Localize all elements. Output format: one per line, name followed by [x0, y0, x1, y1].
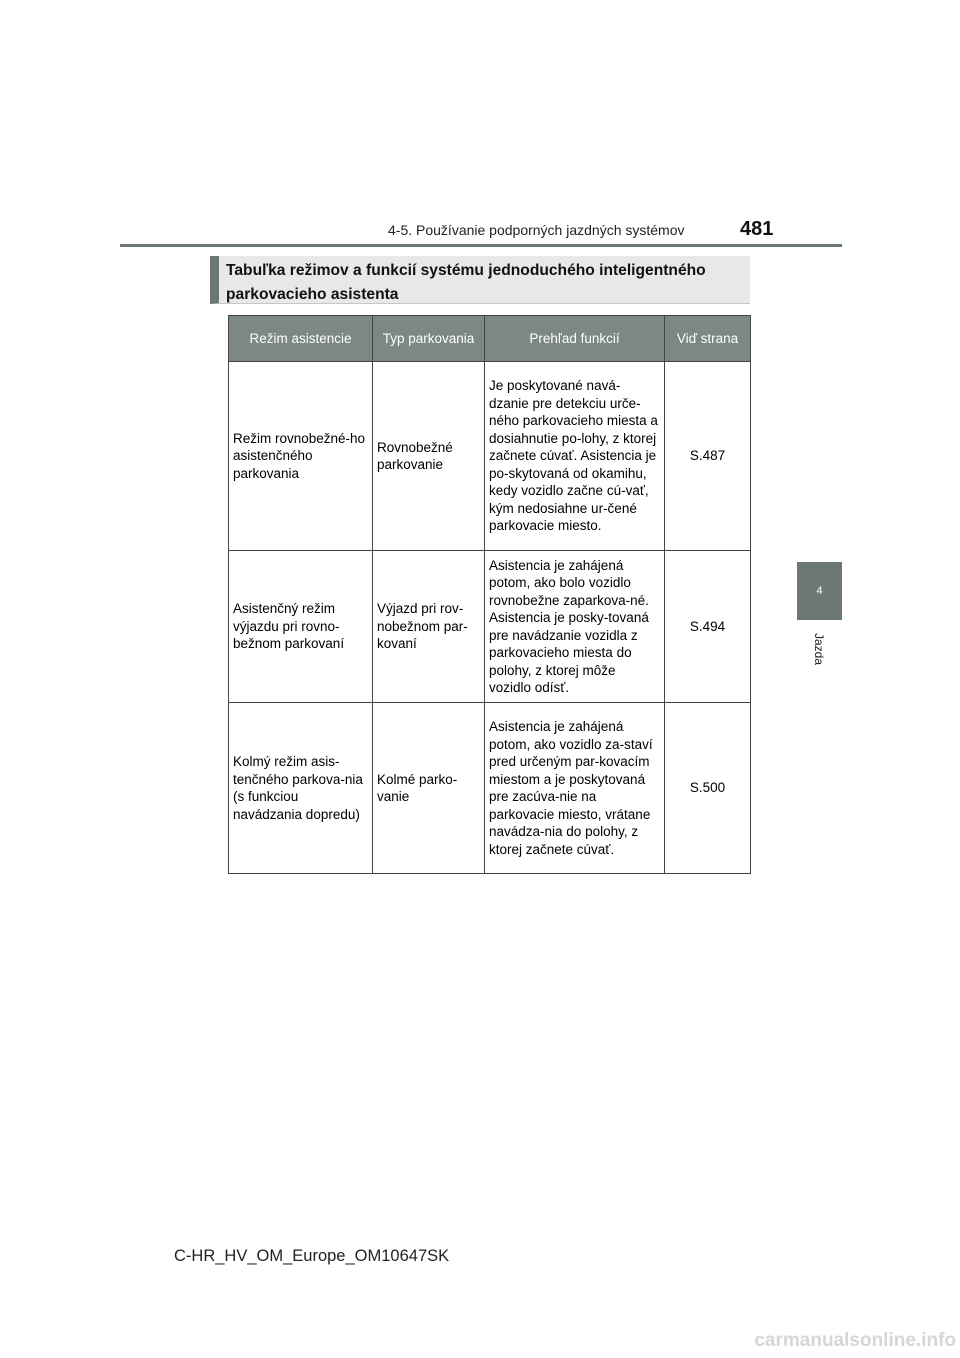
cell-mode: Asistenčný režim výjazdu pri rovno-bežnom parkovaní: [229, 551, 373, 703]
cell-mode: Kolmý režim asis-tenčného parkova-nia (s funkciou navádzania dopredu): [229, 703, 373, 874]
chapter-tab: [797, 562, 842, 620]
table-title: Tabuľka režimov a funkcií systému jednoduchého inteligentného parkovacieho asistenta: [210, 256, 750, 304]
page-number: 481: [740, 218, 774, 240]
chapter-label: Jazda: [812, 632, 827, 666]
cell-overview: Asistencia je zahájená potom, ako bolo vozidlo rovnobežne zaparkova-né. Asistencia je posky-tovaná pre navádzanie vozidla z parkovacieho miesta do polohy, z ktorej môže vozidlo odísť.: [485, 551, 665, 703]
cell-ref: S.500: [665, 703, 751, 874]
cell-type: Výjazd pri rov-nobežnom par-kovaní: [373, 551, 485, 703]
header-ref: Viď strana: [665, 316, 751, 362]
table-row: [229, 703, 751, 874]
table-row: [229, 362, 751, 551]
document-code: C-HR_HV_OM_Europe_OM10647SK: [174, 1247, 450, 1265]
cell-ref: S.487: [665, 362, 751, 551]
table-row: [229, 551, 751, 703]
chapter-number: 4: [816, 585, 823, 597]
watermark: carmanualsonline.info: [754, 1330, 956, 1351]
section-title: 4-5. Používanie podporných jazdných systémov: [388, 222, 685, 238]
cell-ref: S.494: [665, 551, 751, 703]
chapter-label-container: [797, 624, 842, 674]
header-divider: [120, 244, 842, 247]
cell-mode: Režim rovnobežné-ho asistenčného parkovania: [229, 362, 373, 551]
header-overview: Prehľad funkcií: [485, 316, 665, 362]
cell-overview: Je poskytované navá-dzanie pre detekciu urče-ného parkovacieho miesta a dosiahnutie po-lohy, z ktorej začnete cúvať. Asistencia je po-skytovaná od okamihu, kedy vozidlo začne cú-vať, kým nedosiahne ur-čené parkovacie miesto.: [485, 362, 665, 551]
table-header-row: [229, 316, 751, 362]
header-type: Typ parkovania: [373, 316, 485, 362]
cell-overview: Asistencia je zahájená potom, ako vozidlo za-staví pred určeným par-kovacím miestom a je poskytovaná pre zacúva-nie na parkovacie miesto, vrátane navádza-nia do polohy, z ktorej začnete cúvať.: [485, 703, 665, 874]
header-mode: Režim asistencie: [229, 316, 373, 362]
cell-type: Rovnobežné parkovanie: [373, 362, 485, 551]
cell-type: Kolmé parko-vanie: [373, 703, 485, 874]
parking-modes-table: [228, 315, 751, 874]
